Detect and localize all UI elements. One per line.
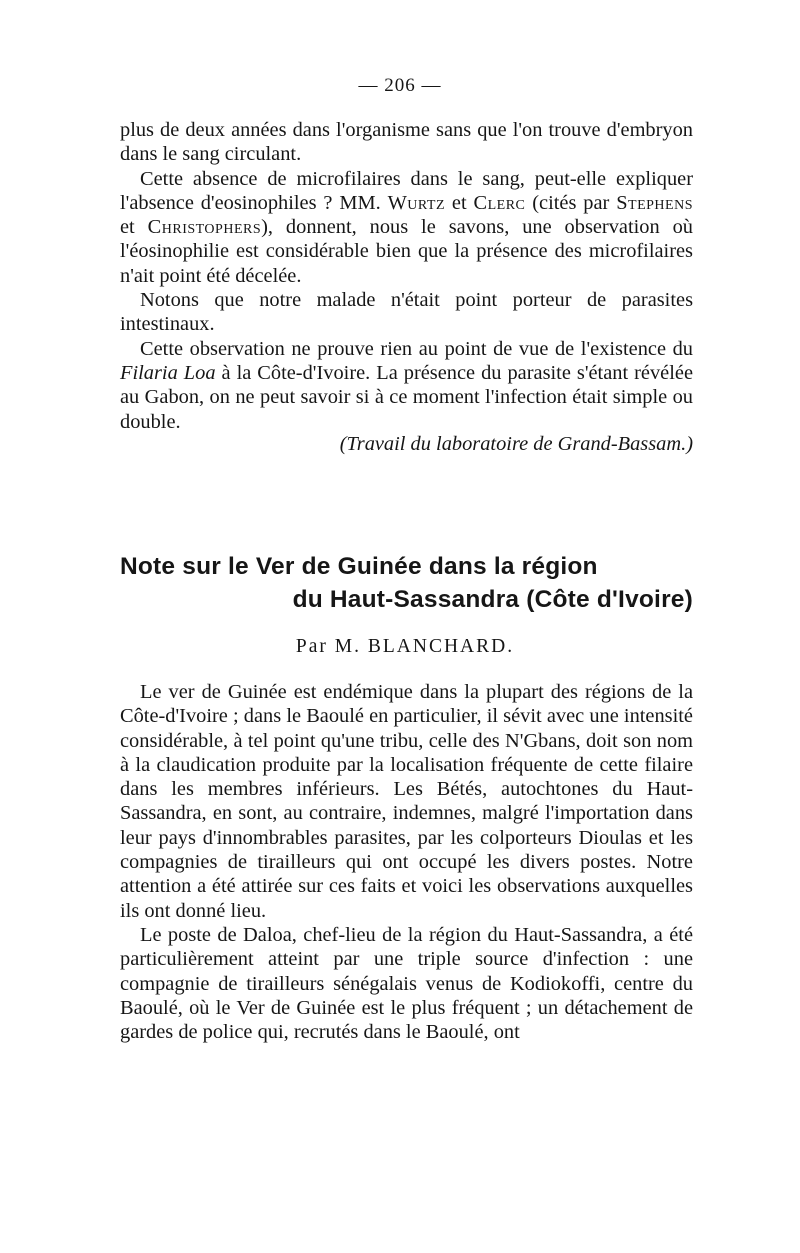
page-number: — 206 — bbox=[358, 75, 442, 96]
lab-credit: (Travail du laboratoire de Grand-Bassam.) bbox=[339, 433, 693, 455]
article-body bbox=[120, 680, 693, 1044]
paragraph: plus de deux années dans l'organisme sans que l'on trouve d'embryon dans le sang circulant. bbox=[120, 119, 693, 166]
species-name: Filaria Loa bbox=[120, 361, 216, 384]
paragraph: Le ver de Guinée est endémique dans la plupart des régions de la Côte-d'Ivoire ; dans le Baoulé en particulier, il sévit avec une intensité considérable, à tel point qu'une tribu, celle des N'Gbans, doit son nom à la claudication produite par la localisation fréquente de cette filaire dans les membres inférieurs. Les Bétés, autochtones du Haut-Sassandra, en sont, au contraire, indemnes, malgré l'importation dans leur pays d'innombrables parasites, par les colporteurs Dioulas et les compagnies de tirailleurs qui ont occupé les divers postes. Notre attention a été attirée sur ces faits et voici les observations auxquelles ils ont donné lieu. bbox=[120, 681, 693, 922]
paragraph: Cette observation ne prouve rien au point de vue de l'existence du Filaria Loa à la Côte-d'Ivoire. La présence du parasite s'étant révélée au Gabon, on ne peut savoir si à ce moment l'infection était simple ou double. bbox=[120, 337, 693, 433]
paragraph: Notons que notre malade n'était point porteur de parasites intestinaux. bbox=[120, 289, 693, 336]
author-name: Christophers bbox=[147, 216, 262, 239]
author-name: Wurtz bbox=[387, 191, 446, 214]
paragraph: Cette absence de microfilaires dans le sang, peut-elle expliquer l'absence d'eosinophiles ? MM. Wurtz et Clerc (cités par Stephens et Christophers), donnent, nous le savons, une observation où l'éosinophilie est considérable bien que la présence des microfilaires n'ait point été décelée. bbox=[120, 167, 693, 287]
author-name: Stephens bbox=[616, 191, 693, 214]
article-title-line-2: du Haut-Sassandra (Côte d'Ivoire) bbox=[292, 586, 693, 613]
paragraph: Le poste de Daloa, chef-lieu de la région du Haut-Sassandra, a été particulièrement atteint par une triple source d'infection : une compagnie de tirailleurs sénégalais venus de Kodiokoffi, centre du Baoulé, où le Ver de Guinée est le plus fréquent ; un détachement de gardes de police qui, recrutés dans le Baoulé, ont bbox=[120, 923, 693, 1044]
article-byline: Par M. BLANCHARD. bbox=[295, 636, 515, 657]
author-name: Clerc bbox=[473, 191, 526, 214]
previous-article-text bbox=[120, 118, 693, 434]
article-title-line-1: Note sur le Ver de Guinée dans la région bbox=[120, 553, 598, 580]
